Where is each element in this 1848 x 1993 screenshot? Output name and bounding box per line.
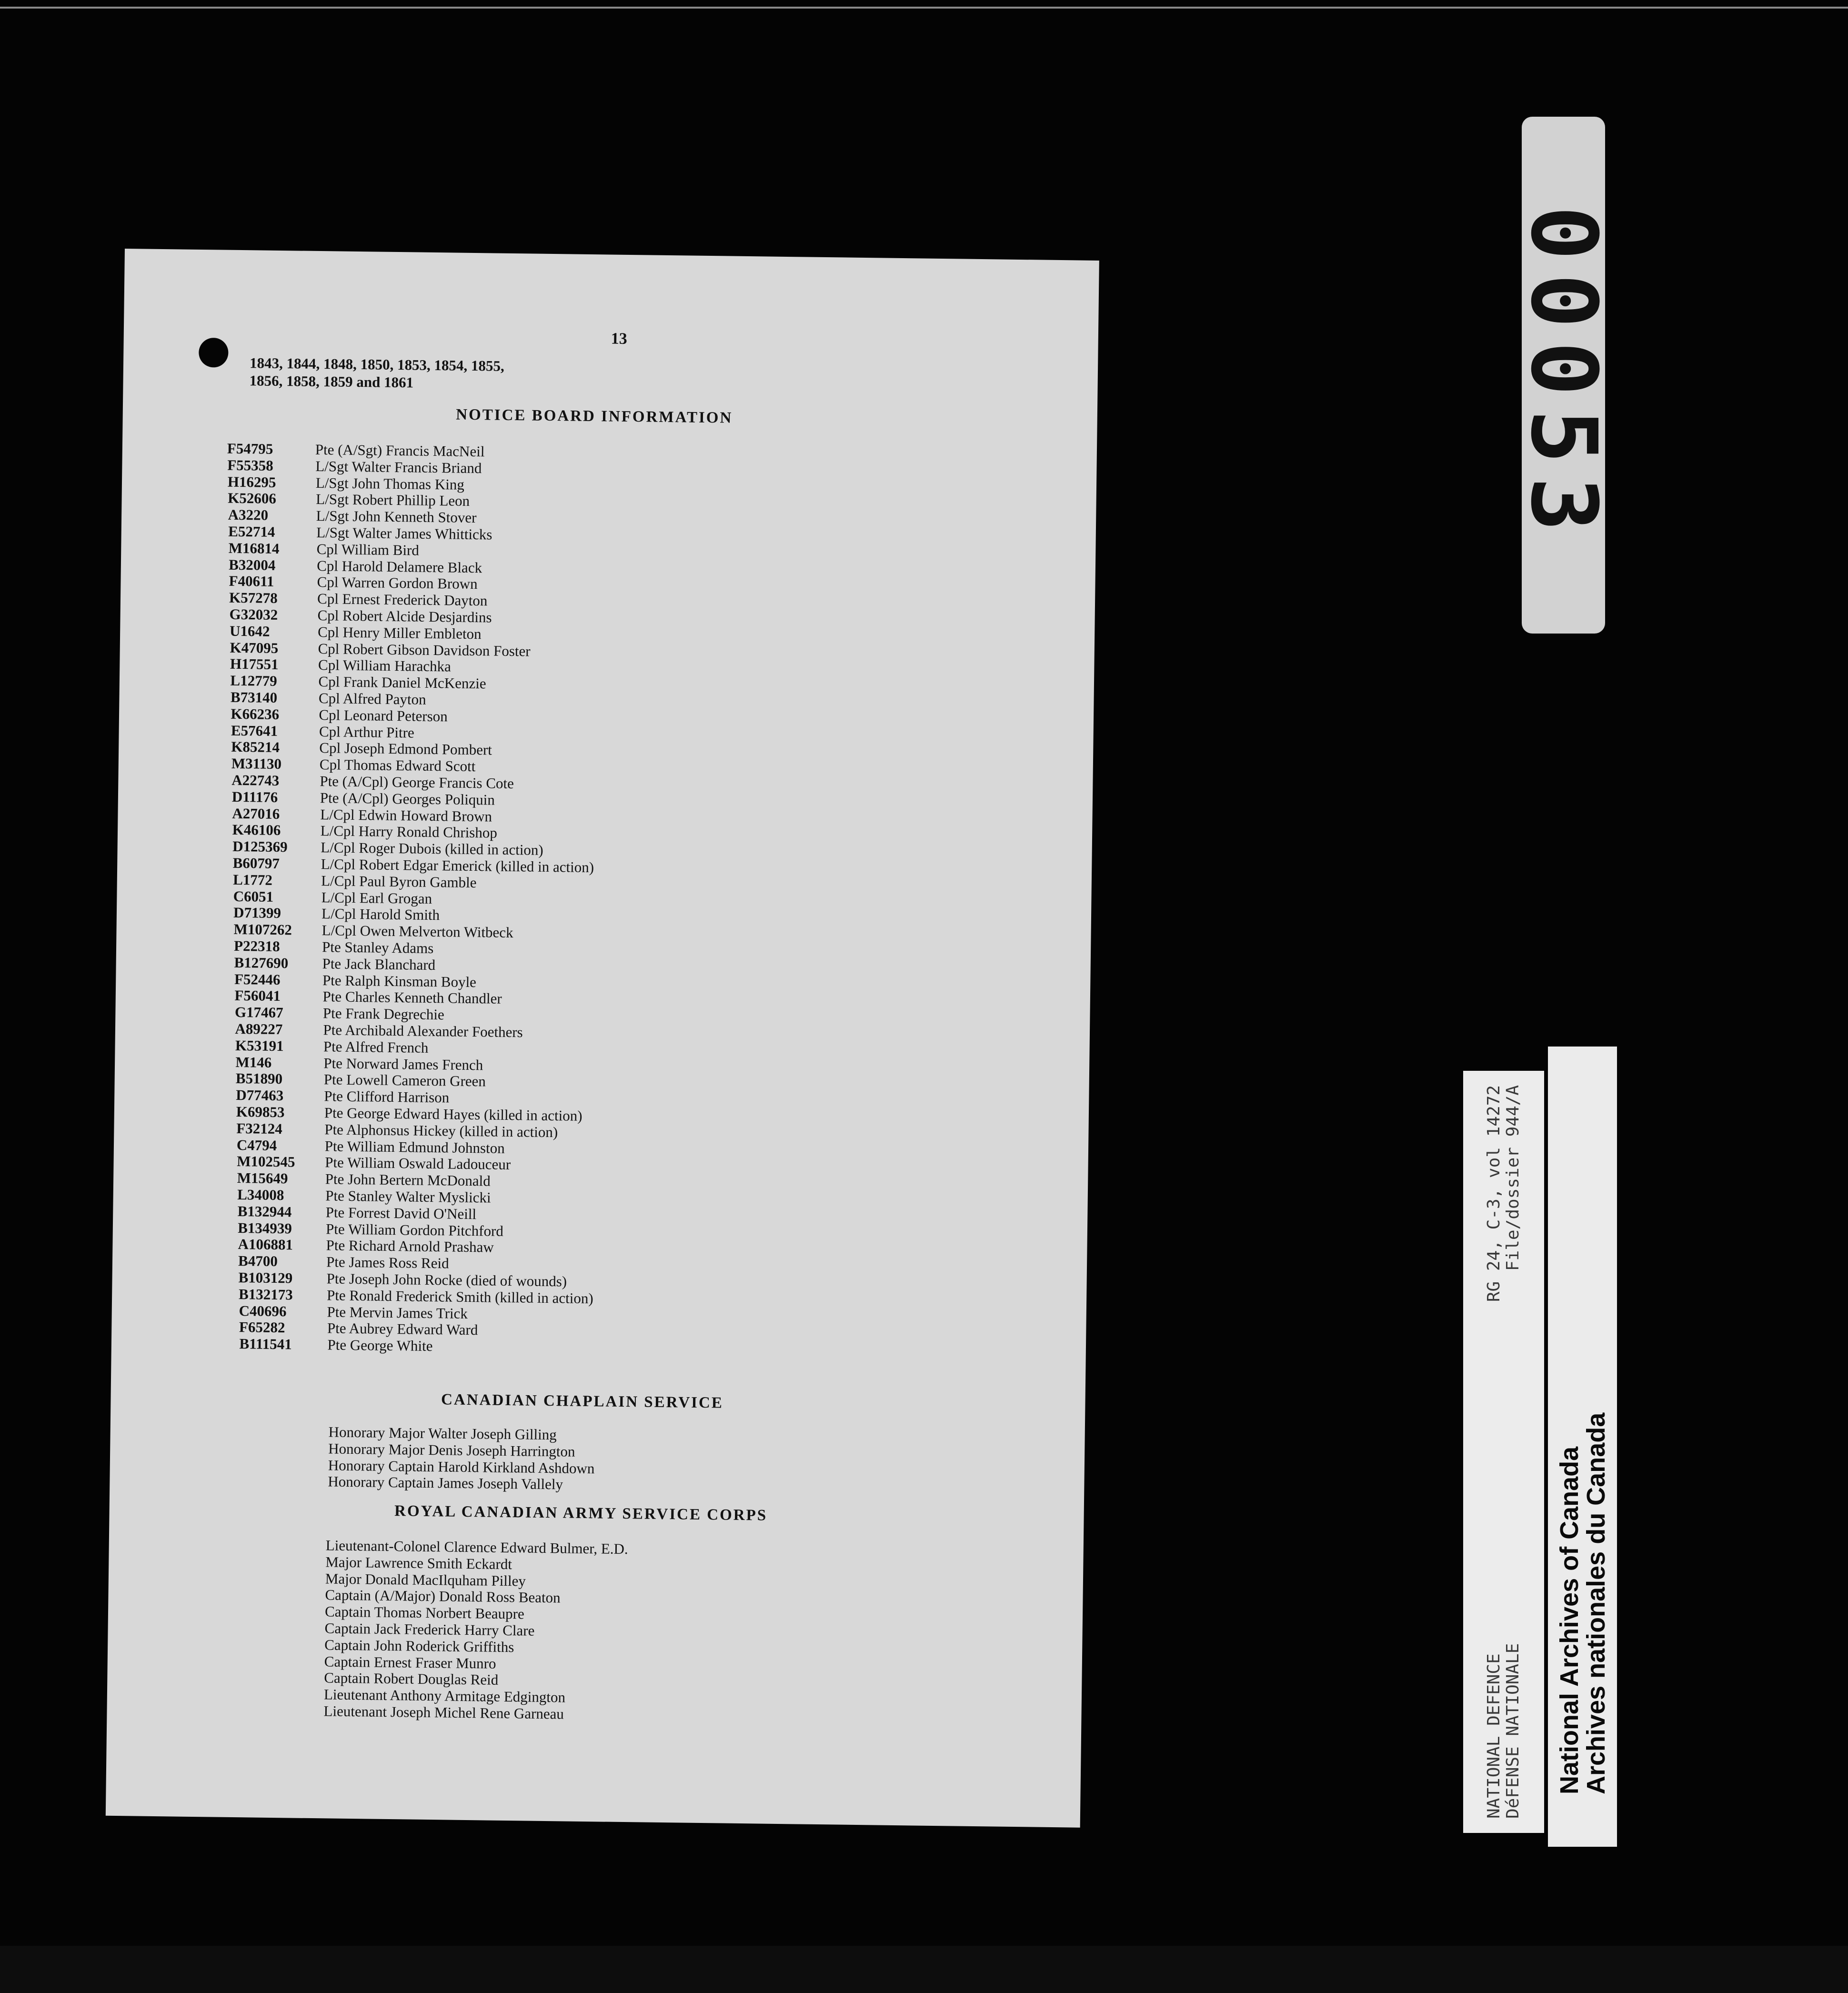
soldier-name: L/Cpl Edwin Howard Brown	[320, 805, 492, 825]
service-number: K69853	[236, 1103, 285, 1121]
soldier-name: Pte Alfred French	[323, 1038, 429, 1056]
service-number: D77463	[236, 1087, 284, 1104]
soldier-name: L/Cpl Robert Edgar Emerick (killed in action)	[321, 856, 594, 876]
rcasc-row: Lieutenant Anthony Armitage Edgington	[323, 1686, 566, 1706]
service-number: B132944	[237, 1202, 292, 1220]
service-number: A3220	[228, 506, 269, 523]
service-number: D11176	[231, 788, 278, 805]
service-number: M15649	[237, 1169, 288, 1187]
service-number: B134939	[237, 1219, 292, 1237]
service-number: A22743	[231, 771, 280, 789]
notice-board-heading: NOTICE BOARD INFORMATION	[456, 406, 733, 427]
service-number: G32032	[229, 605, 278, 623]
reference-volume: RG 24, C-3, vol 14272	[1484, 1085, 1504, 1302]
soldier-name: Pte (A/Sgt) Francis MacNeil	[315, 441, 485, 460]
service-number: H17551	[230, 655, 279, 673]
service-number: B127690	[234, 954, 289, 972]
chaplain-row: Honorary Major Denis Joseph Harrington	[328, 1440, 575, 1460]
soldier-name: Pte Jack Blanchard	[322, 955, 436, 973]
chaplain-row: Honorary Captain Harold Kirkland Ashdown	[328, 1457, 595, 1477]
archives-name-text	[1556, 1070, 1609, 1823]
soldier-name: Pte (A/Cpl) George Francis Cote	[320, 773, 514, 792]
soldier-name: Cpl Robert Alcide Desjardins	[317, 607, 492, 626]
soldier-name: Pte William Oswald Ladouceur	[325, 1154, 511, 1173]
soldier-name: Cpl Warren Gordon Brown	[317, 574, 478, 593]
punch-hole	[199, 338, 229, 368]
service-number: B103129	[238, 1269, 293, 1287]
chaplain-heading: CANADIAN CHAPLAIN SERVICE	[441, 1391, 724, 1412]
service-number: E57641	[231, 722, 278, 739]
service-number: K53191	[235, 1037, 284, 1054]
service-number: C40696	[239, 1302, 287, 1319]
soldier-name: Pte George White	[327, 1336, 433, 1355]
soldier-name: Pte Clifford Harrison	[324, 1087, 450, 1106]
service-number: F54795	[227, 440, 273, 457]
service-number: C4794	[236, 1136, 277, 1154]
rcasc-row: Captain Ernest Fraser Munro	[324, 1652, 496, 1672]
rcasc-row: Major Donald MacIlquham Pilley	[325, 1570, 526, 1590]
service-number: L12779	[230, 672, 277, 690]
service-number: C6051	[233, 887, 274, 905]
soldier-name: Pte Mervin James Trick	[327, 1303, 468, 1322]
service-number: K57278	[229, 589, 278, 607]
service-number: M31130	[231, 755, 282, 773]
soldier-name: Pte Joseph John Rocke (died of wounds)	[326, 1270, 567, 1290]
service-number: F55358	[227, 456, 274, 474]
reference-file: File/dossier 944/A	[1503, 1085, 1523, 1271]
service-number: K46106	[232, 821, 281, 839]
soldier-name: L/Cpl Paul Byron Gamble	[321, 872, 477, 891]
service-number: F32124	[236, 1119, 282, 1137]
soldier-name: L/Sgt Walter Francis Briand	[315, 457, 482, 476]
rcasc-row: Captain Robert Douglas Reid	[324, 1669, 499, 1689]
soldier-name: Pte William Gordon Pitchford	[325, 1220, 504, 1239]
service-number: F40611	[229, 573, 274, 590]
service-number: E52714	[228, 523, 275, 540]
rcasc-row: Captain Thomas Norbert Beaupre	[324, 1603, 524, 1622]
soldier-name: Pte Stanley Walter Myslicki	[325, 1187, 491, 1206]
frame-counter-digits: 00053	[1511, 205, 1616, 545]
frame-counter	[1511, 117, 1616, 634]
rcasc-row: Captain Jack Frederick Harry Clare	[324, 1620, 535, 1639]
soldier-name: L/Cpl Owen Melverton Witbeck	[321, 922, 513, 941]
archives-name-en: National Archives of Canada	[1555, 1446, 1584, 1794]
service-number: D125369	[232, 838, 288, 856]
archives-name-label	[1548, 1047, 1617, 1847]
service-number: B132173	[238, 1285, 293, 1303]
soldier-name: Cpl Robert Gibson Davidson Foster	[318, 640, 531, 660]
soldier-name: L/Sgt John Thomas King	[315, 474, 465, 493]
soldier-name: Pte (A/Cpl) Georges Poliquin	[320, 789, 495, 808]
soldier-name: Pte Charles Kenneth Chandler	[322, 988, 502, 1007]
soldier-name: Cpl Joseph Edmond Pombert	[319, 739, 492, 758]
soldier-name: Cpl Thomas Edward Scott	[319, 756, 476, 775]
service-number: M146	[235, 1053, 272, 1071]
soldier-name: L/Sgt John Kenneth Stover	[316, 507, 477, 526]
rcasc-heading: ROYAL CANADIAN ARMY SERVICE CORPS	[394, 1502, 768, 1524]
chaplain-row: Honorary Major Walter Joseph Gilling	[328, 1423, 557, 1443]
service-number: L34008	[237, 1186, 284, 1204]
soldier-name: Cpl Harold Delamere Black	[316, 557, 482, 576]
service-number: F52446	[234, 970, 281, 988]
scanned-page	[106, 249, 1099, 1828]
service-number: K52606	[228, 490, 277, 507]
soldier-name: Pte Ronald Frederick Smith (killed in action)	[326, 1287, 593, 1307]
service-number: B51890	[235, 1070, 283, 1087]
soldier-name: L/Cpl Earl Grogan	[321, 888, 432, 907]
film-top-edge	[0, 7, 1848, 9]
soldier-name: Pte Aubrey Edward Ward	[327, 1319, 478, 1339]
rcasc-row: Major Lawrence Smith Eckardt	[325, 1553, 512, 1572]
soldier-name: L/Cpl Roger Dubois (killed in action)	[321, 839, 543, 859]
service-number: B4700	[238, 1252, 278, 1270]
soldier-name: Pte Frank Degrechie	[322, 1005, 445, 1023]
archive-reference-row-2	[1504, 1085, 1523, 1819]
service-number: D71399	[233, 904, 281, 922]
service-number: M16814	[228, 539, 280, 557]
soldier-name: Cpl Leonard Peterson	[319, 706, 448, 725]
service-number: B60797	[232, 854, 280, 872]
soldier-name: Cpl Arthur Pitre	[319, 723, 414, 741]
soldier-name: Cpl Henry Miller Embleton	[317, 623, 482, 643]
service-number: L1772	[233, 871, 273, 888]
department-fr: DéFENSE NATIONALE	[1503, 1643, 1523, 1819]
service-number: K47095	[230, 639, 279, 656]
soldier-name: Pte William Edmund Johnston	[324, 1137, 505, 1157]
soldier-name: Pte John Bertern McDonald	[325, 1170, 491, 1189]
unit-numbers	[249, 354, 678, 394]
soldier-name: L/Sgt Robert Phillip Leon	[316, 491, 470, 510]
service-number: U1642	[229, 622, 270, 640]
soldier-name: Pte Alphonsus Hickey (killed in action)	[324, 1121, 558, 1141]
archive-reference-row-1	[1485, 1085, 1504, 1819]
soldier-name: Pte Stanley Adams	[321, 938, 434, 957]
rcasc-row: Lieutenant-Colonel Clarence Edward Bulmer, E.D.	[325, 1537, 628, 1558]
service-number: A89227	[235, 1020, 283, 1038]
rcasc-row: Captain (A/Major) Donald Ross Beaton	[325, 1586, 561, 1606]
service-number: B32004	[229, 556, 276, 574]
soldier-name: Pte James Ross Reid	[326, 1253, 449, 1272]
soldier-name: L/Cpl Harold Smith	[321, 905, 440, 924]
soldier-name: L/Cpl Harry Ronald Chrishop	[320, 822, 498, 842]
rcasc-row: Lieutenant Joseph Michel Rene Garneau	[323, 1702, 564, 1722]
department-en: NATIONAL DEFENCE	[1484, 1653, 1504, 1819]
film-bottom-band	[0, 1946, 1848, 1993]
unit-numbers-line1: 1843, 1844, 1848, 1850, 1853, 1854, 1855,	[249, 354, 505, 374]
soldier-name: Pte Ralph Kinsman Boyle	[322, 971, 477, 990]
soldier-name: Pte Norward James French	[323, 1054, 483, 1073]
soldier-name: Pte Forrest David O'Neill	[325, 1204, 477, 1222]
soldier-name: Cpl Alfred Payton	[318, 690, 426, 708]
soldier-name: Cpl Ernest Frederick Dayton	[317, 590, 488, 609]
service-number: H16295	[227, 473, 276, 491]
service-number: M107262	[233, 921, 292, 938]
service-number: P22318	[233, 937, 280, 955]
soldier-name: Cpl William Harachka	[318, 656, 452, 675]
service-number: K66236	[231, 705, 280, 723]
unit-numbers-line2: 1856, 1858, 1859 and 1861	[249, 372, 414, 391]
service-number: F65282	[239, 1319, 285, 1336]
archive-reference-label	[1463, 1071, 1544, 1833]
page-number: 13	[611, 330, 627, 348]
service-number: B73140	[230, 688, 278, 706]
soldier-name: Pte George Edward Hayes (killed in action)	[324, 1104, 583, 1124]
soldier-name: L/Sgt Walter James Whitticks	[316, 523, 492, 543]
soldier-name: Pte Archibald Alexander Foethers	[323, 1021, 523, 1041]
service-number: K85214	[231, 738, 280, 756]
service-number: B111541	[239, 1335, 292, 1353]
soldier-name: Cpl Frank Daniel McKenzie	[318, 673, 486, 692]
archive-reference-text	[1485, 1085, 1523, 1819]
soldier-name: Pte Lowell Cameron Green	[323, 1071, 486, 1090]
chaplain-row: Honorary Captain James Joseph Vallely	[328, 1473, 563, 1493]
service-number: A106881	[238, 1236, 293, 1253]
soldier-name: Pte Richard Arnold Prashaw	[326, 1237, 494, 1256]
archives-name-fr: Archives nationales du Canada	[1581, 1412, 1610, 1794]
service-number: G17467	[234, 1004, 283, 1021]
service-number: F56041	[234, 987, 281, 1005]
soldier-name: Cpl William Bird	[316, 540, 420, 559]
service-number: A27016	[232, 805, 280, 822]
rcasc-row: Captain John Roderick Griffiths	[324, 1636, 514, 1655]
service-number: M102545	[237, 1153, 295, 1170]
